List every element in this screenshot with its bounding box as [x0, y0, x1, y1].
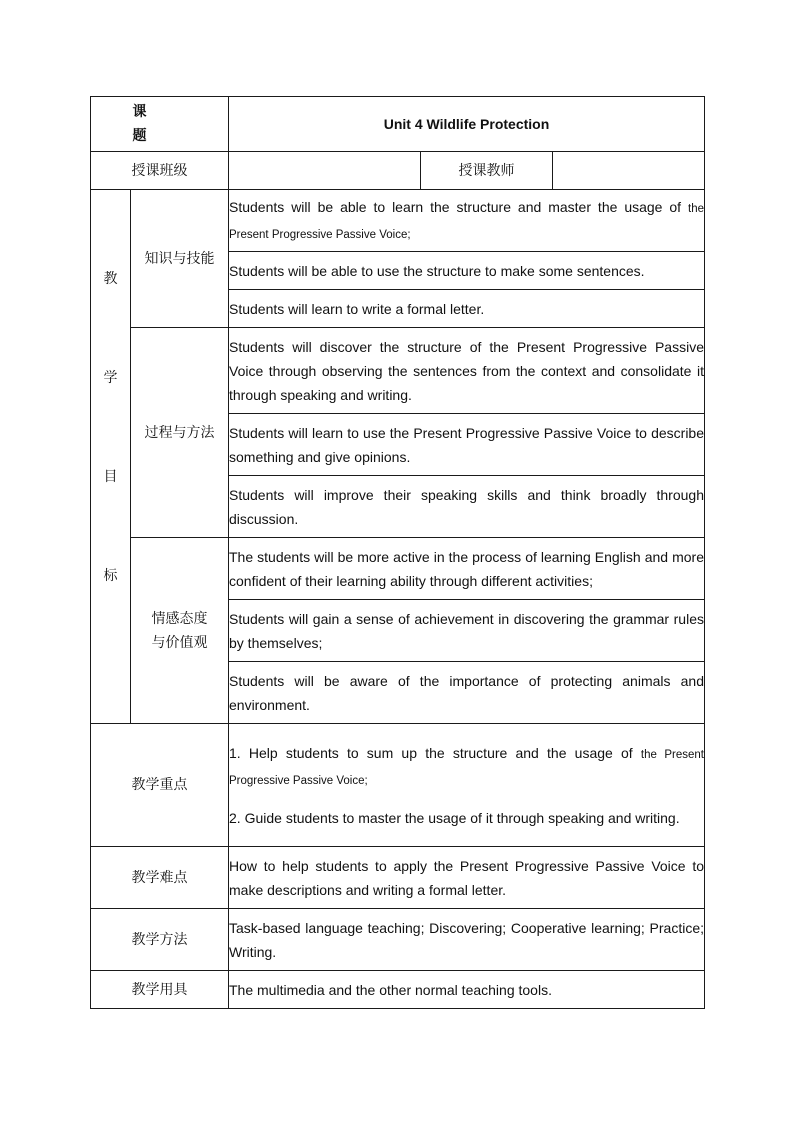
- objectives-label-char: 标: [103, 567, 118, 584]
- lesson-plan-table: [90, 96, 705, 1009]
- key-points-row: [91, 724, 705, 847]
- objectives-label: [91, 190, 131, 724]
- difficulties-label: 教学难点: [91, 847, 229, 909]
- attitude-label-line: 与价值观: [151, 634, 208, 651]
- methods-text: Task-based language teaching; Discovering; Cooperative learning; Practice; Writing.: [229, 909, 705, 971]
- tools-label: 教学用具: [91, 971, 229, 1009]
- difficulties-row: [91, 847, 705, 909]
- objective-text: The students will be more active in the process of learning English and more confident of their learning ability through different activities;: [229, 538, 705, 600]
- objective-text: Students will gain a sense of achievement in discovering the grammar rules by themselves;: [229, 600, 705, 662]
- objective-text: Students will be aware of the importance of protecting animals and environment.: [229, 662, 705, 724]
- objectives-label-char: 教: [103, 270, 118, 287]
- teacher-value: [553, 152, 705, 190]
- objective-text: Students will improve their speaking skills and think broadly through discussion.: [229, 476, 705, 538]
- topic-value: Unit 4 Wildlife Protection: [229, 97, 705, 152]
- objective-text: Students will be able to use the structure to make some sentences.: [229, 252, 705, 290]
- objective-row: [91, 538, 705, 600]
- objective-text: Students will be able to learn the structure and master the usage of the Present Progressive Passive Voice;: [229, 190, 705, 252]
- topic-label: 课 题: [91, 97, 229, 152]
- class-value: [229, 152, 421, 190]
- tools-row: [91, 971, 705, 1009]
- objectives-label-char: 学: [103, 369, 118, 386]
- topic-row: [91, 97, 705, 152]
- teacher-label: 授课教师: [421, 152, 553, 190]
- methods-row: [91, 909, 705, 971]
- objectives-label-char: 目: [103, 468, 118, 485]
- process-methods-label: 过程与方法: [131, 328, 229, 538]
- difficulties-text: How to help students to apply the Present Progressive Passive Voice to make descriptions and writing a formal letter.: [229, 847, 705, 909]
- objective-row: [91, 190, 705, 252]
- class-label: 授课班级: [91, 152, 229, 190]
- key-points-label: 教学重点: [91, 724, 229, 847]
- attitude-values-label: [131, 538, 229, 724]
- objective-text: Students will learn to use the Present Progressive Passive Voice to describe something and give opinions.: [229, 414, 705, 476]
- objective-text: Students will discover the structure of the Present Progressive Passive Voice through observing the sentences from the context and consolidate it through speaking and writing.: [229, 328, 705, 414]
- objective-text: Students will learn to write a formal letter.: [229, 290, 705, 328]
- class-teacher-row: [91, 152, 705, 190]
- objective-row: [91, 328, 705, 414]
- tools-text: The multimedia and the other normal teaching tools.: [229, 971, 705, 1009]
- knowledge-skills-label: 知识与技能: [131, 190, 229, 328]
- key-points-text: 1. Help students to sum up the structure and the usage of the Present Progressive Passive Voice; 2. Guide students to master the usage of it through speaking and writing.: [229, 724, 705, 847]
- methods-label: 教学方法: [91, 909, 229, 971]
- attitude-label-line: 情感态度: [151, 610, 208, 627]
